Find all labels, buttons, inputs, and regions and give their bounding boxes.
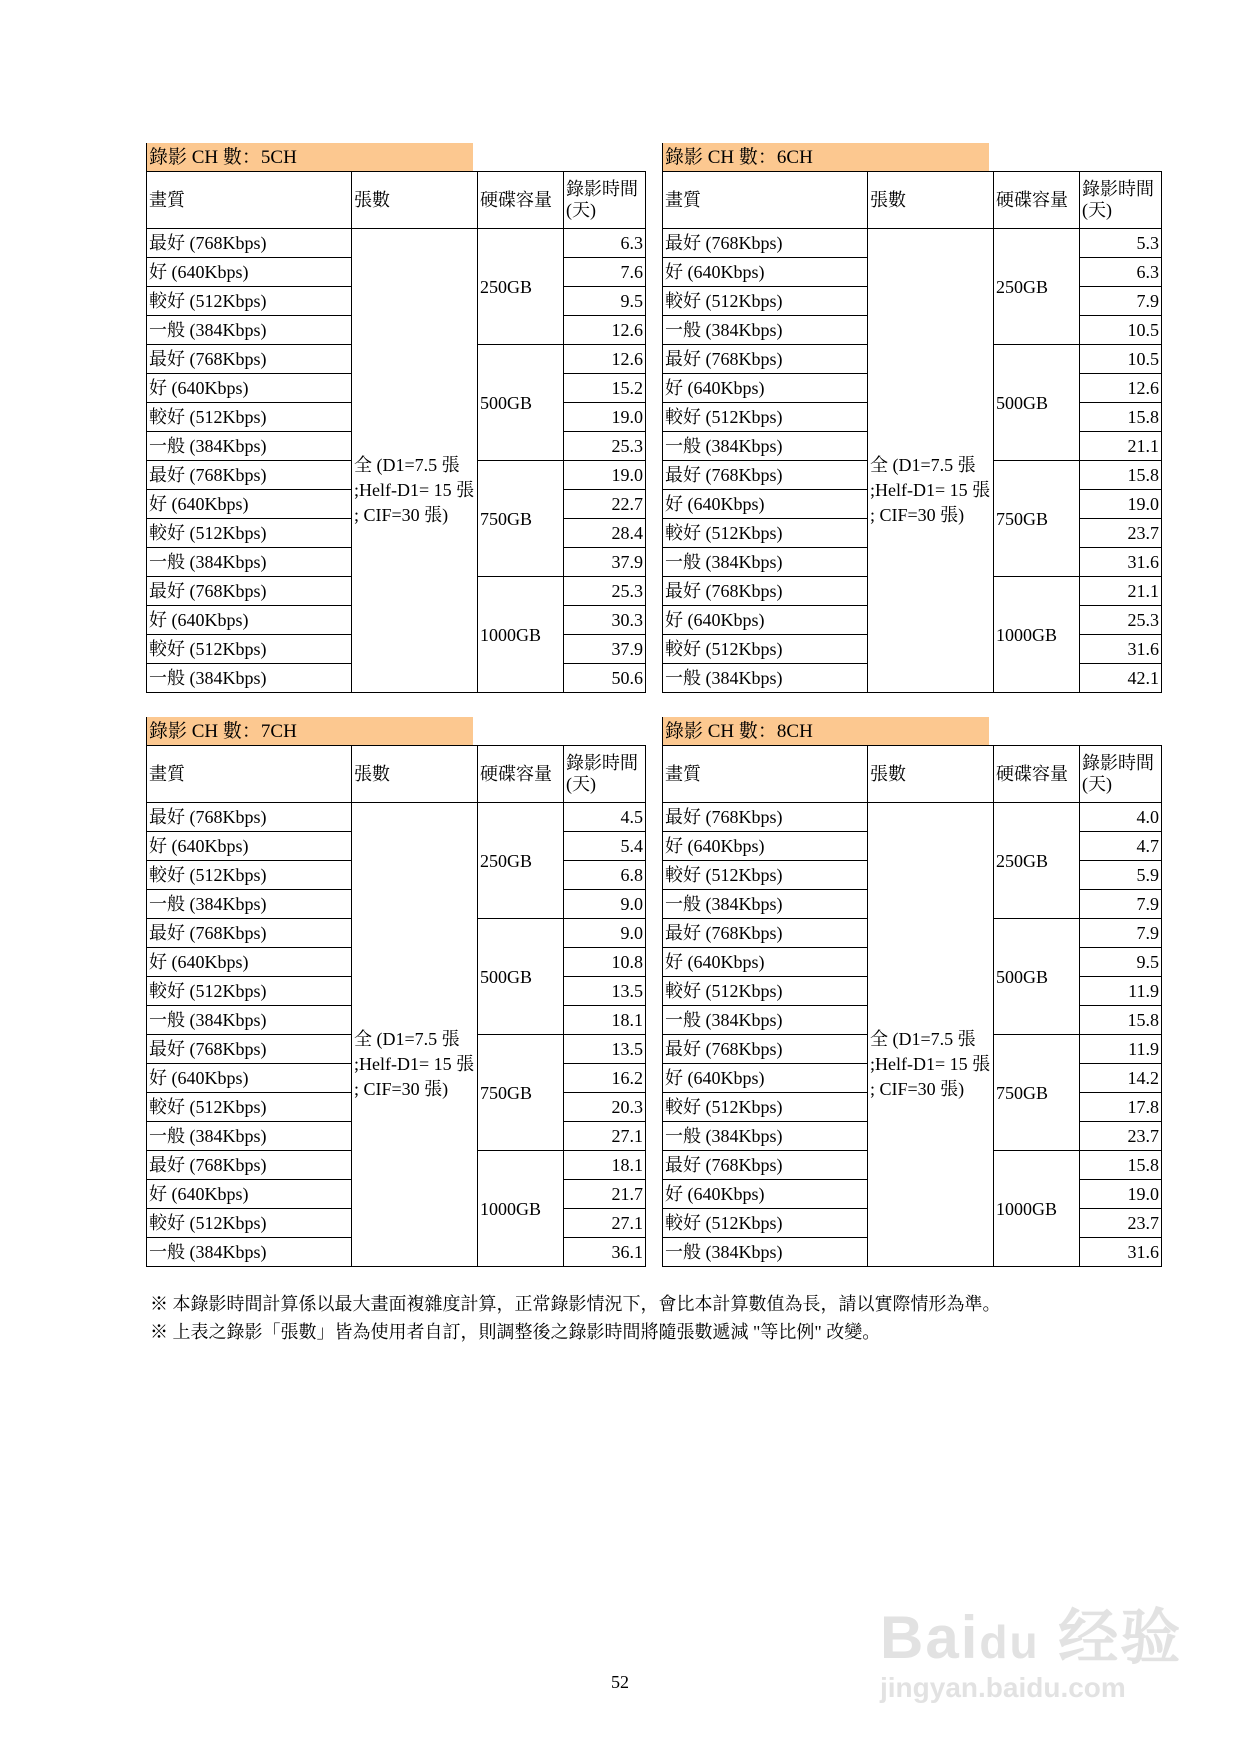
frames-cell: 全 (D1=7.5 張 ;Helf-D1= 15 張 ; CIF=30 張) xyxy=(868,229,994,693)
recording-table xyxy=(146,171,646,693)
days-cell: 9.5 xyxy=(1080,948,1162,977)
days-cell: 6.3 xyxy=(1080,258,1162,287)
days-cell: 12.6 xyxy=(1080,374,1162,403)
hdd-cell: 250GB xyxy=(994,229,1080,345)
quality-cell: 一般 (384Kbps) xyxy=(663,664,868,693)
header-frames: 張數 xyxy=(868,172,994,229)
quality-cell: 最好 (768Kbps) xyxy=(147,1035,352,1064)
quality-cell: 最好 (768Kbps) xyxy=(663,577,868,606)
days-cell: 12.6 xyxy=(564,316,646,345)
days-cell: 36.1 xyxy=(564,1238,646,1267)
days-cell: 31.6 xyxy=(1080,548,1162,577)
quality-cell: 最好 (768Kbps) xyxy=(663,1035,868,1064)
quality-cell: 好 (640Kbps) xyxy=(147,1180,352,1209)
days-cell: 15.8 xyxy=(1080,1006,1162,1035)
quality-cell: 最好 (768Kbps) xyxy=(147,345,352,374)
quality-cell: 較好 (512Kbps) xyxy=(147,861,352,890)
page-number: 52 xyxy=(611,1672,629,1692)
hdd-cell: 750GB xyxy=(994,1035,1080,1151)
table-title: 錄影 CH 數：6CH xyxy=(662,143,989,171)
quality-cell: 好 (640Kbps) xyxy=(663,374,868,403)
days-cell: 11.9 xyxy=(1080,1035,1162,1064)
hdd-cell: 250GB xyxy=(478,229,564,345)
days-cell: 25.3 xyxy=(564,577,646,606)
quality-cell: 好 (640Kbps) xyxy=(147,832,352,861)
header-hdd: 硬碟容量 xyxy=(478,746,564,803)
quality-cell: 一般 (384Kbps) xyxy=(147,548,352,577)
hdd-cell: 500GB xyxy=(994,345,1080,461)
quality-cell: 較好 (512Kbps) xyxy=(663,403,868,432)
days-cell: 7.9 xyxy=(1080,287,1162,316)
hdd-cell: 250GB xyxy=(478,803,564,919)
days-cell: 14.2 xyxy=(1080,1064,1162,1093)
quality-cell: 一般 (384Kbps) xyxy=(663,890,868,919)
quality-cell: 較好 (512Kbps) xyxy=(147,977,352,1006)
days-cell: 15.8 xyxy=(1080,1151,1162,1180)
days-cell: 25.3 xyxy=(1080,606,1162,635)
header-hdd: 硬碟容量 xyxy=(994,172,1080,229)
quality-cell: 一般 (384Kbps) xyxy=(147,1238,352,1267)
header-hdd: 硬碟容量 xyxy=(478,172,564,229)
days-cell: 37.9 xyxy=(564,635,646,664)
days-cell: 28.4 xyxy=(564,519,646,548)
hdd-cell: 1000GB xyxy=(478,577,564,693)
quality-cell: 較好 (512Kbps) xyxy=(147,635,352,664)
quality-cell: 一般 (384Kbps) xyxy=(663,1238,868,1267)
quality-cell: 較好 (512Kbps) xyxy=(147,519,352,548)
days-cell: 12.6 xyxy=(564,345,646,374)
days-cell: 19.0 xyxy=(564,403,646,432)
quality-cell: 較好 (512Kbps) xyxy=(147,1093,352,1122)
quality-cell: 最好 (768Kbps) xyxy=(147,803,352,832)
table-5ch xyxy=(146,143,645,693)
header-row xyxy=(663,746,1162,803)
baidu-watermark-logo: Baidu 经验 jingyan.baidu.com xyxy=(880,1604,1183,1703)
table-row xyxy=(147,229,646,258)
quality-cell: 好 (640Kbps) xyxy=(663,948,868,977)
days-cell: 21.1 xyxy=(1080,432,1162,461)
days-cell: 5.3 xyxy=(1080,229,1162,258)
hdd-cell: 750GB xyxy=(478,1035,564,1151)
days-cell: 23.7 xyxy=(1080,1209,1162,1238)
days-cell: 10.8 xyxy=(564,948,646,977)
days-cell: 7.9 xyxy=(1080,890,1162,919)
hdd-cell: 500GB xyxy=(478,919,564,1035)
table-title: 錄影 CH 數：5CH xyxy=(146,143,473,171)
header-row xyxy=(663,172,1162,229)
quality-cell: 最好 (768Kbps) xyxy=(147,577,352,606)
hdd-cell: 750GB xyxy=(478,461,564,577)
days-cell: 19.0 xyxy=(1080,490,1162,519)
quality-cell: 一般 (384Kbps) xyxy=(147,890,352,919)
days-cell: 15.8 xyxy=(1080,403,1162,432)
recording-table xyxy=(146,745,646,1267)
days-cell: 37.9 xyxy=(564,548,646,577)
days-cell: 9.5 xyxy=(564,287,646,316)
quality-cell: 好 (640Kbps) xyxy=(147,948,352,977)
days-cell: 27.1 xyxy=(564,1122,646,1151)
quality-cell: 最好 (768Kbps) xyxy=(663,461,868,490)
header-quality: 畫質 xyxy=(663,172,868,229)
days-cell: 30.3 xyxy=(564,606,646,635)
quality-cell: 較好 (512Kbps) xyxy=(147,287,352,316)
days-cell: 4.5 xyxy=(564,803,646,832)
quality-cell: 較好 (512Kbps) xyxy=(147,1209,352,1238)
quality-cell: 最好 (768Kbps) xyxy=(663,1151,868,1180)
header-quality: 畫質 xyxy=(147,746,352,803)
days-cell: 23.7 xyxy=(1080,519,1162,548)
days-cell: 11.9 xyxy=(1080,977,1162,1006)
recording-table xyxy=(662,745,1162,1267)
quality-cell: 最好 (768Kbps) xyxy=(663,345,868,374)
days-cell: 5.4 xyxy=(564,832,646,861)
days-cell: 6.8 xyxy=(564,861,646,890)
quality-cell: 一般 (384Kbps) xyxy=(147,1122,352,1151)
table-title: 錄影 CH 數：8CH xyxy=(662,717,989,745)
days-cell: 7.6 xyxy=(564,258,646,287)
days-cell: 21.7 xyxy=(564,1180,646,1209)
days-cell: 27.1 xyxy=(564,1209,646,1238)
frames-cell: 全 (D1=7.5 張 ;Helf-D1= 15 張 ; CIF=30 張) xyxy=(352,229,478,693)
hdd-cell: 500GB xyxy=(478,345,564,461)
header-frames: 張數 xyxy=(868,746,994,803)
days-cell: 18.1 xyxy=(564,1151,646,1180)
days-cell: 17.8 xyxy=(1080,1093,1162,1122)
header-row xyxy=(147,172,646,229)
quality-cell: 較好 (512Kbps) xyxy=(663,1209,868,1238)
days-cell: 9.0 xyxy=(564,919,646,948)
quality-cell: 一般 (384Kbps) xyxy=(147,664,352,693)
hdd-cell: 750GB xyxy=(994,461,1080,577)
quality-cell: 一般 (384Kbps) xyxy=(147,1006,352,1035)
quality-cell: 好 (640Kbps) xyxy=(147,258,352,287)
hdd-cell: 500GB xyxy=(994,919,1080,1035)
days-cell: 31.6 xyxy=(1080,635,1162,664)
quality-cell: 好 (640Kbps) xyxy=(663,832,868,861)
quality-cell: 好 (640Kbps) xyxy=(663,490,868,519)
header-time: 錄影時間(天) xyxy=(564,172,646,229)
header-time: 錄影時間(天) xyxy=(1080,746,1162,803)
days-cell: 5.9 xyxy=(1080,861,1162,890)
days-cell: 20.3 xyxy=(564,1093,646,1122)
quality-cell: 較好 (512Kbps) xyxy=(663,977,868,1006)
hdd-cell: 1000GB xyxy=(994,1151,1080,1267)
days-cell: 7.9 xyxy=(1080,919,1162,948)
table-row xyxy=(663,229,1162,258)
days-cell: 10.5 xyxy=(1080,345,1162,374)
quality-cell: 較好 (512Kbps) xyxy=(663,635,868,664)
table-8ch xyxy=(662,717,1161,1267)
hdd-cell: 250GB xyxy=(994,803,1080,919)
quality-cell: 一般 (384Kbps) xyxy=(663,1006,868,1035)
quality-cell: 一般 (384Kbps) xyxy=(147,432,352,461)
days-cell: 16.2 xyxy=(564,1064,646,1093)
days-cell: 15.8 xyxy=(1080,461,1162,490)
days-cell: 6.3 xyxy=(564,229,646,258)
quality-cell: 較好 (512Kbps) xyxy=(663,1093,868,1122)
quality-cell: 最好 (768Kbps) xyxy=(663,803,868,832)
quality-cell: 最好 (768Kbps) xyxy=(147,919,352,948)
quality-cell: 好 (640Kbps) xyxy=(663,1180,868,1209)
days-cell: 4.7 xyxy=(1080,832,1162,861)
frames-cell: 全 (D1=7.5 張 ;Helf-D1= 15 張 ; CIF=30 張) xyxy=(352,803,478,1267)
hdd-cell: 1000GB xyxy=(478,1151,564,1267)
quality-cell: 一般 (384Kbps) xyxy=(663,432,868,461)
quality-cell: 較好 (512Kbps) xyxy=(663,519,868,548)
header-frames: 張數 xyxy=(352,172,478,229)
quality-cell: 好 (640Kbps) xyxy=(147,1064,352,1093)
days-cell: 19.0 xyxy=(564,461,646,490)
quality-cell: 較好 (512Kbps) xyxy=(147,403,352,432)
quality-cell: 好 (640Kbps) xyxy=(147,490,352,519)
header-frames: 張數 xyxy=(352,746,478,803)
days-cell: 25.3 xyxy=(564,432,646,461)
days-cell: 10.5 xyxy=(1080,316,1162,345)
days-cell: 22.7 xyxy=(564,490,646,519)
hdd-cell: 1000GB xyxy=(994,577,1080,693)
quality-cell: 好 (640Kbps) xyxy=(663,606,868,635)
table-row xyxy=(663,803,1162,832)
quality-cell: 好 (640Kbps) xyxy=(147,606,352,635)
days-cell: 50.6 xyxy=(564,664,646,693)
days-cell: 13.5 xyxy=(564,1035,646,1064)
days-cell: 19.0 xyxy=(1080,1180,1162,1209)
header-time: 錄影時間(天) xyxy=(564,746,646,803)
days-cell: 15.2 xyxy=(564,374,646,403)
quality-cell: 最好 (768Kbps) xyxy=(147,229,352,258)
quality-cell: 一般 (384Kbps) xyxy=(663,316,868,345)
quality-cell: 好 (640Kbps) xyxy=(663,258,868,287)
table-7ch xyxy=(146,717,645,1267)
quality-cell: 較好 (512Kbps) xyxy=(663,287,868,316)
days-cell: 31.6 xyxy=(1080,1238,1162,1267)
quality-cell: 一般 (384Kbps) xyxy=(663,548,868,577)
quality-cell: 好 (640Kbps) xyxy=(147,374,352,403)
header-hdd: 硬碟容量 xyxy=(994,746,1080,803)
days-cell: 23.7 xyxy=(1080,1122,1162,1151)
days-cell: 4.0 xyxy=(1080,803,1162,832)
days-cell: 21.1 xyxy=(1080,577,1162,606)
quality-cell: 好 (640Kbps) xyxy=(663,1064,868,1093)
table-row xyxy=(147,803,646,832)
quality-cell: 一般 (384Kbps) xyxy=(147,316,352,345)
header-time: 錄影時間(天) xyxy=(1080,172,1162,229)
header-quality: 畫質 xyxy=(663,746,868,803)
days-cell: 13.5 xyxy=(564,977,646,1006)
quality-cell: 最好 (768Kbps) xyxy=(147,461,352,490)
table-6ch xyxy=(662,143,1161,693)
header-row xyxy=(147,746,646,803)
note-1: ※ 本錄影時間計算係以最大畫面複雜度計算，正常錄影情況下，會比本計算數值為長，請以實際情形為準。 xyxy=(150,1294,1001,1314)
table-title: 錄影 CH 數：7CH xyxy=(146,717,473,745)
quality-cell: 最好 (768Kbps) xyxy=(663,919,868,948)
days-cell: 9.0 xyxy=(564,890,646,919)
frames-cell: 全 (D1=7.5 張 ;Helf-D1= 15 張 ; CIF=30 張) xyxy=(868,803,994,1267)
header-quality: 畫質 xyxy=(147,172,352,229)
days-cell: 18.1 xyxy=(564,1006,646,1035)
quality-cell: 最好 (768Kbps) xyxy=(663,229,868,258)
days-cell: 42.1 xyxy=(1080,664,1162,693)
quality-cell: 較好 (512Kbps) xyxy=(663,861,868,890)
quality-cell: 最好 (768Kbps) xyxy=(147,1151,352,1180)
note-2: ※ 上表之錄影「張數」皆為使用者自訂，則調整後之錄影時間將隨張數遞減 "等比例" 改變。 xyxy=(150,1322,881,1342)
recording-table xyxy=(662,171,1162,693)
quality-cell: 一般 (384Kbps) xyxy=(663,1122,868,1151)
